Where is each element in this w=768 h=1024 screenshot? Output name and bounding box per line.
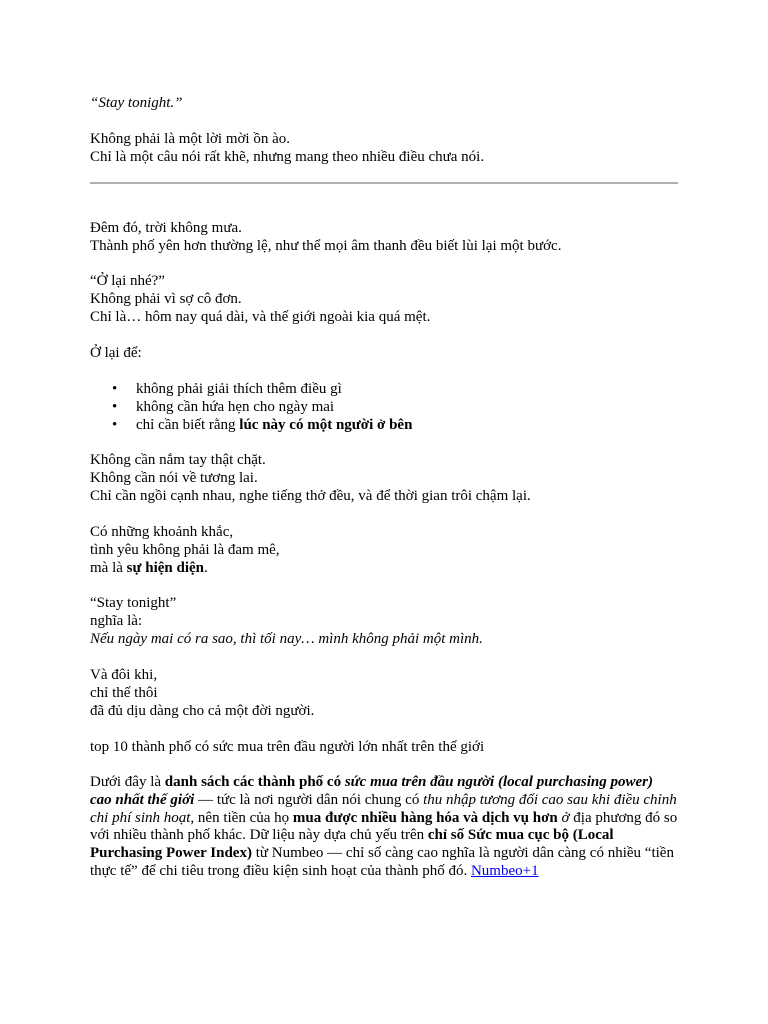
section-no-need (90, 451, 678, 505)
section-stay-to (90, 344, 678, 434)
no-need-line-3: Chỉ cần ngồi cạnh nhau, nghe tiếng thở đều, và để thời gian trôi chậm lại. (90, 488, 531, 504)
section-sometimes (90, 666, 678, 720)
section-purchasing-power (90, 774, 678, 881)
sometimes-line-2: chỉ thế thôi (90, 685, 158, 701)
stay-question-line-3: Chỉ là… hôm nay quá dài, và thế giới ngoài kia quá mệt. (90, 309, 431, 325)
horizontal-rule (90, 182, 678, 184)
moments-line-1: Có những khoảnh khắc, (90, 524, 234, 540)
section-moments (90, 523, 678, 577)
stay-question-line-1: “Ở lại nhé?” (90, 273, 165, 289)
no-need-line-1: Không cần nắm tay thật chặt. (90, 452, 266, 468)
section-top-cities-heading (90, 738, 678, 756)
list-item: • chỉ cần biết rằng lúc này có một người ở bên (90, 416, 678, 434)
meaning-line-1: “Stay tonight” (90, 595, 177, 611)
intro-quote: “Stay tonight.” (90, 95, 183, 111)
stay-to-heading: Ở lại để: (90, 345, 142, 361)
moments-line-2: tình yêu không phải là đam mê, (90, 542, 280, 558)
sometimes-line-3: đã đủ dịu dàng cho cả một đời người. (90, 703, 315, 719)
intro-line-1: Không phải là một lời mời ồn ào. (90, 131, 291, 147)
no-need-line-2: Không cần nói về tương lai. (90, 470, 258, 486)
numbeo-link[interactable]: Numbeo+1 (470, 862, 539, 879)
stay-to-list (90, 380, 678, 434)
list-item: • không cần hứa hẹn cho ngày mai (90, 398, 678, 416)
intro-block (90, 94, 678, 166)
intro-line-2: Chỉ là một câu nói rất khẽ, nhưng mang theo nhiều điều chưa nói. (90, 149, 485, 165)
top-cities-line: top 10 thành phố có sức mua trên đầu người lớn nhất trên thế giới (90, 739, 485, 755)
night-line-1: Đêm đó, trời không mưa. (90, 220, 242, 236)
purchasing-power-paragraph: Dưới đây là danh sách các thành phố có sức mua trên đầu người (local purchasing power) cao nhất thế giới — tức là nơi người dân nói chung có thu nhập tương đối cao sau khi điều chỉnh chi phí sinh hoạt, nên tiền của họ mua được nhiều hàng hóa và dịch vụ hơn ở địa phương đó so với nhiều thành phố khác. Dữ liệu này dựa chủ yếu trên chỉ số Sức mua cục bộ (Local Purchasing Power Index) từ Numbeo — chỉ số càng cao nghĩa là người dân càng có nhiều “tiền thực tế” để chi tiêu trong điều kiện sinh hoạt của thành phố đó. Numbeo+1 (90, 774, 678, 879)
list-item: • không phải giải thích thêm điều gì (90, 380, 678, 398)
section-night (90, 219, 678, 255)
section-meaning (90, 594, 678, 648)
meaning-line-2: nghĩa là: (90, 613, 143, 629)
meaning-line-3: Nếu ngày mai có ra sao, thì tối nay… mình không phải một mình. (90, 631, 483, 647)
section-stay-question (90, 272, 678, 326)
moments-line-3: mà là sự hiện diện. (90, 560, 208, 576)
stay-question-line-2: Không phải vì sợ cô đơn. (90, 291, 242, 307)
sometimes-line-1: Và đôi khi, (90, 667, 158, 683)
night-line-2: Thành phố yên hơn thường lệ, như thể mọi âm thanh đều biết lùi lại một bước. (90, 238, 562, 254)
